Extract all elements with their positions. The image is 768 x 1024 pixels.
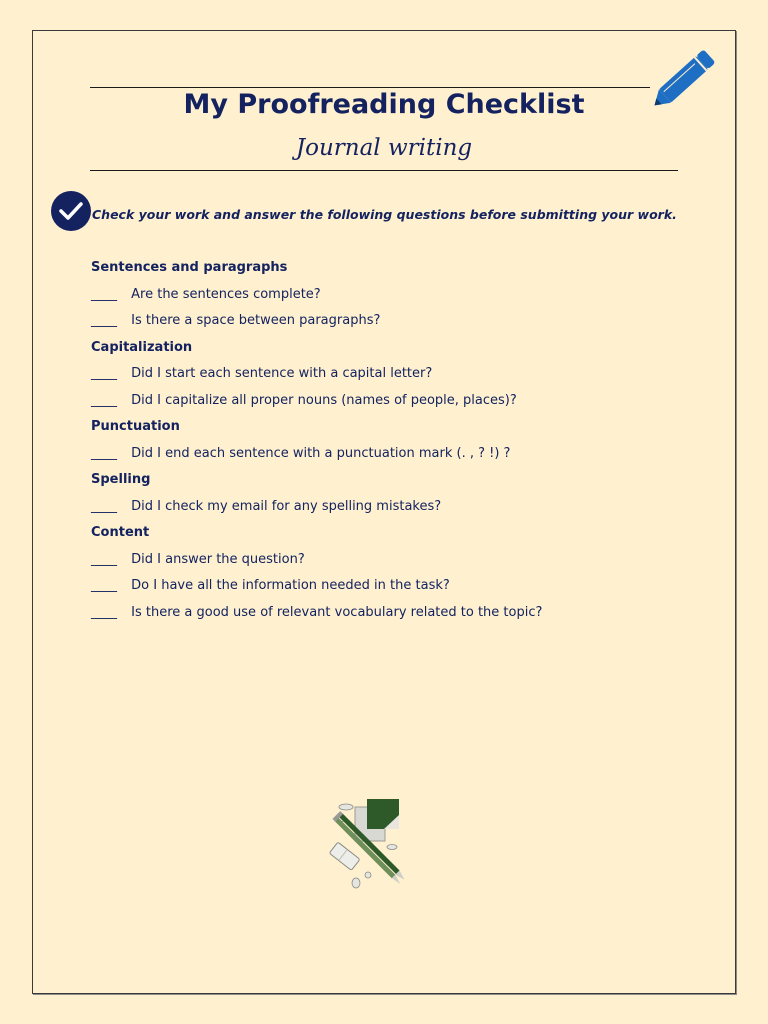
item-text: Do I have all the information needed in the task? [131,578,450,593]
answer-blank[interactable]: ____ [91,313,117,328]
section-sentences [91,259,711,339]
item-text: Is there a space between paragraphs? [131,313,381,328]
section-heading: Capitalization [91,339,193,355]
page-title: My Proofreading Checklist [183,89,585,120]
section-content [91,524,711,630]
title-rule-bottom [90,170,678,171]
item-text: Did I capitalize all proper nouns (names of people, places)? [131,392,517,408]
answer-blank[interactable]: ____ [91,286,117,302]
title-rule-top [90,87,650,88]
item-text: Did I start each sentence with a capital letter? [131,366,433,381]
checklist-item[interactable] [91,551,711,578]
checklist-item[interactable] [91,286,711,313]
checklist-item[interactable] [91,312,711,339]
answer-blank[interactable]: ____ [91,445,117,461]
section-punctuation [91,418,711,471]
answer-blank[interactable]: ____ [91,604,117,620]
section-heading: Content [91,525,150,540]
section-capitalization [91,339,711,419]
pencil-icon [644,40,726,116]
checklist-item[interactable] [91,365,711,392]
section-heading: Sentences and paragraphs [91,260,288,275]
checklist [91,259,711,630]
item-text: Did I end each sentence with a punctuation mark (. , ? !) ? [131,445,511,461]
section-spelling [91,471,711,524]
checklist-item[interactable] [91,445,711,472]
answer-blank[interactable]: ____ [91,578,117,593]
checkmark-circle-icon [50,190,92,232]
answer-blank[interactable]: ____ [91,498,117,514]
checklist-item[interactable] [91,392,711,419]
stationery-tools-icon [322,795,418,897]
page-subtitle: Journal writing [295,135,473,161]
checklist-item[interactable] [91,604,711,631]
item-text: Are the sentences complete? [131,286,321,302]
checklist-item[interactable] [91,577,711,604]
section-heading: Spelling [91,472,151,487]
answer-blank[interactable]: ____ [91,551,117,567]
instruction-text: Check your work and answer the following questions before submitting your work. [92,207,677,222]
section-heading: Punctuation [91,419,180,434]
answer-blank[interactable]: ____ [91,366,117,381]
item-text: Did I answer the question? [131,551,305,567]
item-text: Is there a good use of relevant vocabulary related to the topic? [131,604,543,620]
item-text: Did I check my email for any spelling mistakes? [131,498,442,514]
checklist-item[interactable] [91,498,711,525]
answer-blank[interactable]: ____ [91,392,117,408]
